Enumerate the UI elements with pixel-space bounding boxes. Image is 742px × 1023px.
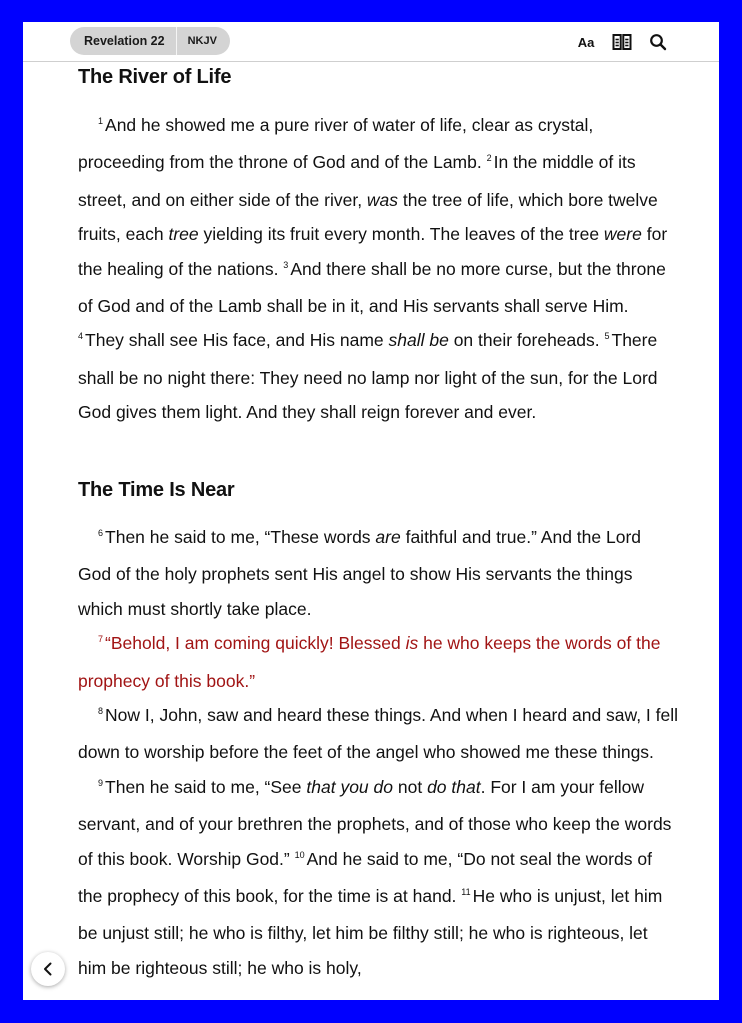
verse-text: In the middle of its street, and on either side of the river, bbox=[78, 152, 636, 210]
section-heading: The River of Life bbox=[78, 66, 232, 88]
verse-italic-text: that you do bbox=[306, 776, 393, 797]
verse-text: “Behold, I am coming quickly! Blessed bbox=[105, 633, 406, 654]
verse-number: 10 bbox=[294, 849, 305, 860]
paragraph bbox=[78, 520, 678, 626]
verse-8[interactable] bbox=[78, 705, 678, 762]
verse-text: for the healing of the nations. bbox=[78, 224, 668, 279]
verse-number: 5 bbox=[604, 331, 610, 342]
verse-text: And he said to me, “Do not seal the words of the prophecy of this book, for the time is at hand. bbox=[78, 848, 652, 907]
font-settings-button[interactable]: Aa bbox=[577, 34, 595, 50]
verse-number: 11 bbox=[461, 887, 471, 898]
verse-italic-text: were bbox=[603, 224, 642, 245]
book-chapter-button[interactable]: Revelation 22 bbox=[84, 34, 165, 48]
reader-screen bbox=[23, 22, 719, 1000]
verse-text: . For I am your fellow servant, and of your brethren the prophets, and of those who keep the words of this book. Worship God.” bbox=[78, 776, 672, 869]
verse-italic-text: tree bbox=[168, 224, 199, 245]
verse-text: yielding its fruit every month. The leaves of the tree bbox=[198, 224, 604, 245]
verse-number: 8 bbox=[98, 706, 104, 717]
verse-text: They shall see His face, and His name bbox=[85, 330, 389, 351]
verse-text: Now I, John, saw and heard these things. And when I heard and saw, I fell down to worship before the feet of the angel who showed me these things. bbox=[78, 705, 679, 763]
verse-text: Then he said to me, “These words bbox=[105, 527, 376, 547]
verse-text: he who keeps the words of the prophecy of this book.” bbox=[78, 633, 661, 691]
verse-number: 3 bbox=[283, 259, 289, 270]
paragraph bbox=[78, 108, 678, 430]
verse-number: 7 bbox=[98, 634, 104, 645]
paragraph bbox=[78, 626, 678, 698]
verse-text: on their foreheads. bbox=[448, 330, 605, 351]
verse-italic-text: are bbox=[375, 527, 401, 547]
verse-number: 1 bbox=[98, 116, 104, 126]
section-river-of-life bbox=[78, 108, 678, 430]
verse-text: He who is unjust, let him be unjust still; he who is filthy, let him be filthy still; he who is righteous, let him be righteous still; he who is holy, bbox=[78, 886, 663, 978]
paragraph bbox=[78, 698, 678, 770]
search-icon[interactable] bbox=[647, 31, 669, 53]
back-button[interactable] bbox=[31, 952, 65, 986]
verse-number: 9 bbox=[98, 777, 104, 788]
verse-number: 6 bbox=[98, 528, 104, 538]
verse-7[interactable] bbox=[78, 633, 660, 690]
verse-4[interactable] bbox=[78, 330, 604, 350]
paragraph bbox=[78, 770, 678, 985]
verse-number: 2 bbox=[486, 153, 492, 164]
section-time-is-near bbox=[78, 520, 678, 985]
verse-italic-text: do that bbox=[427, 776, 481, 797]
verse-6[interactable] bbox=[78, 527, 641, 619]
verse-italic-text: is bbox=[405, 633, 419, 654]
verse-text: not bbox=[393, 776, 428, 797]
verse-text: faithful and true.” And the Lord God of the holy prophets sent His angel to show His servants the things which must shortly take place. bbox=[78, 527, 642, 619]
reader-toolbar bbox=[23, 22, 719, 62]
verse-text: There shall be no night there: They need no lamp nor light of the sun, for the Lord God gives them light. And they shall reign forever and ever. bbox=[78, 330, 658, 423]
book-icon[interactable] bbox=[611, 31, 633, 53]
verse-text: And there shall be no more curse, but the throne of God and of the Lamb shall be in it, and His servants shall serve Him. bbox=[78, 258, 666, 317]
verse-italic-text: shall be bbox=[388, 330, 449, 351]
verse-text: the tree of life, which bore twelve fruits, each bbox=[78, 189, 658, 245]
passage-selector bbox=[70, 27, 230, 55]
section-heading: The Time Is Near bbox=[78, 479, 235, 501]
version-button[interactable]: NKJV bbox=[176, 27, 230, 55]
chevron-left-icon bbox=[42, 962, 54, 976]
verse-text: And he showed me a pure river of water of life, clear as crystal, proceeding from the throne of God and of the Lamb. bbox=[78, 115, 594, 173]
verse-text: Then he said to me, “See bbox=[105, 776, 307, 797]
verse-number: 4 bbox=[78, 331, 84, 342]
verse-italic-text: was bbox=[366, 189, 399, 210]
